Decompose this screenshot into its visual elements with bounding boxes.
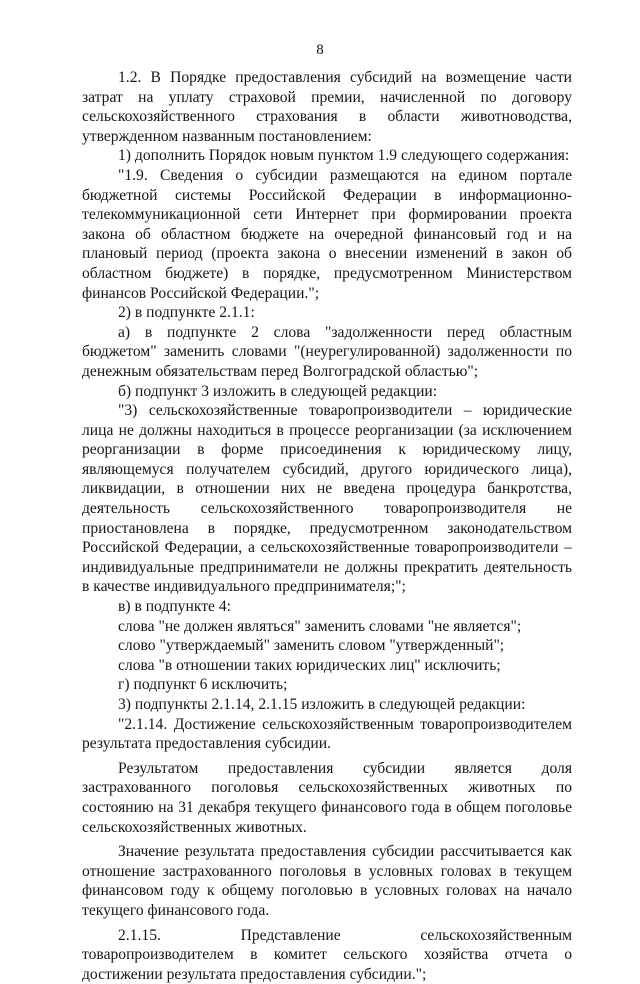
paragraph-item-2: 2) в подпункте 2.1.1: xyxy=(118,304,255,322)
paragraph-result-value: Значение результата предоставления субсидии рассчитывается как отношение застрахованного поголовья в условных головах в текущем финансовом году к общему поголовью в условных головах на начало текущего финансового года. xyxy=(82,843,572,919)
paragraph-item-1: 1) дополнить Порядок новым пунктом 1.9 следующего содержания: xyxy=(118,147,570,165)
paragraph-item-2v: в) в подпункте 4: xyxy=(118,598,231,616)
paragraph-item-2b: б) подпункт 3 изложить в следующей редакции: xyxy=(118,382,438,400)
paragraph-replace-1: слова "не должен являться" заменить словами "не является"; xyxy=(118,617,522,635)
paragraph-item-2g: г) подпункт 6 исключить; xyxy=(118,676,288,694)
paragraph-item-3: 3) подпункты 2.1.14, 2.1.15 изложить в следующей редакции: xyxy=(118,696,526,713)
document-body xyxy=(82,68,572,984)
paragraph-2-1-15: 2.1.15. Представление сельскохозяйственным товаропроизводителем в комитет сельского хозяйства отчета о достижении результата предоставления субсидии."; xyxy=(82,926,572,983)
paragraph-1-9-text: "1.9. Сведения о субсидии размещаются на едином портале бюджетной системы Российской Федерации в информационно-телекоммуникационной сети Интернет при формировании проекта закона об областном бюджете на очередной финансовый год и на плановый период (проекта закона о внесении изменений в закон об областном бюджете) в порядке, предусмотренном Министерством финансов Российской Федерации."; xyxy=(82,166,572,302)
paragraph-1-2-intro: 1.2. В Порядке предоставления субсидий на возмещение части затрат на уплату страховой премии, начисленной по договору сельскохозяйственного страхования в области животноводства, утвержденном названным постановлением: xyxy=(82,69,572,145)
paragraph-result: Результатом предоставления субсидии является доля застрахованного поголовья сельскохозяйственных животных по состоянию на 31 декабря текущего финансового года в общем поголовье сельскохозяйственных животных. xyxy=(82,759,572,836)
paragraph-subitem-3-text: "3) сельскохозяйственные товаропроизводители – юридические лица не должны находиться в процессе реорганизации (за исключением реорганизации в форме присоединения к юридическому лицу, являющемуся получателем субсидий, другого юридического лица), ликвидации, в отношении них не введена процедура банкротства, деятельность сельскохозяйственного товаропроизводителя не приостановлена в порядке, предусмотренном законодательством Российской Федерации, а сельскохозяйственные товаропроизводители – индивидуальные предприниматели не должны прекратить деятельность в качестве индивидуального предпринимателя;"; xyxy=(82,402,572,596)
paragraph-item-2a: а) в подпункте 2 слова "задолженности перед областным бюджетом" заменить словами "(неурегулированной) задолженности по денежным обязательствам перед Волгоградской областью"; xyxy=(82,323,572,380)
paragraph-2-1-14: "2.1.14. Достижение сельскохозяйственным товаропроизводителем результата предоставления субсидии. xyxy=(82,715,572,753)
paragraph-replace-2: слово "утверждаемый" заменить словом "утвержденный"; xyxy=(118,637,505,655)
page-number: 8 xyxy=(316,42,324,58)
paragraph-exclude-words: слова "в отношении таких юридических лиц" исключить; xyxy=(118,656,501,674)
